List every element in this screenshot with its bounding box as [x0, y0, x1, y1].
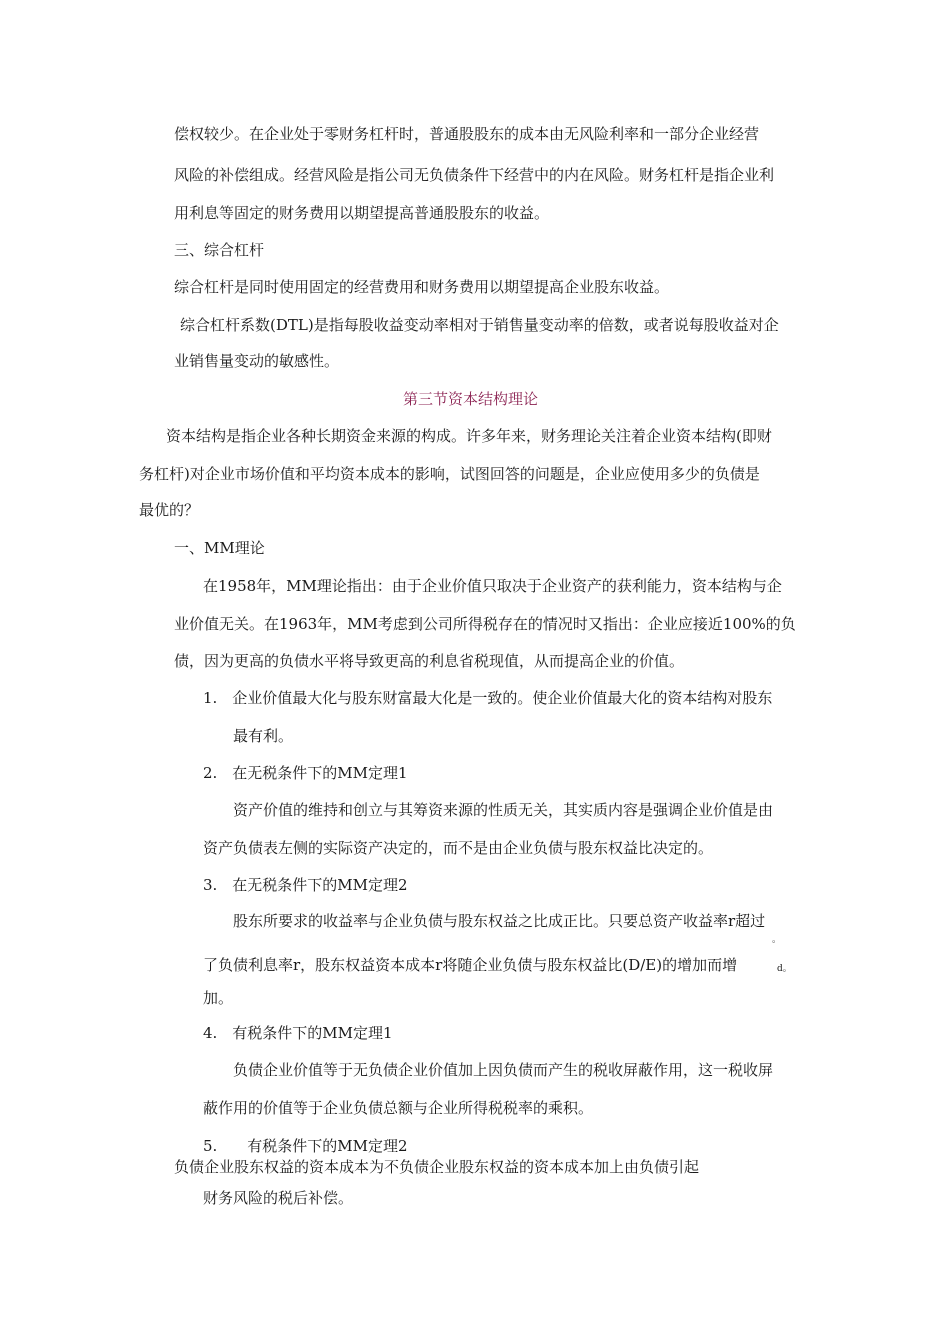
list-item: 4. 有税条件下的MM定理1 — [203, 1024, 393, 1042]
list-item: 3. 在无税条件下的MM定理2 — [203, 876, 408, 894]
body-line: 在1958年，MM理论指出：由于企业价值只取决于企业资产的获利能力，资本结构与企 — [203, 577, 782, 595]
subheading: 三、综合杠杆 — [174, 241, 265, 259]
subscript-mark: 。 — [772, 935, 782, 945]
list-item: 1. 企业价值最大化与股东财富最大化是一致的。使企业价值最大化的资本结构对股东 — [203, 689, 773, 707]
subheading: 一、MM理论 — [174, 539, 265, 557]
body-line: 债，因为更高的负债水平将导致更高的利息省税现值，从而提高企业的价值。 — [174, 652, 685, 670]
body-line: 业价值无关。在1963年，MM考虑到公司所得税存在的情况时又指出：企业应接近100%的负 — [174, 615, 796, 633]
body-line: 股东所要求的收益率与企业负债与股东权益之比成正比。只要总资产收益率r超过 — [233, 912, 766, 930]
body-line: 风险的补偿组成。经营风险是指公司无负债条件下经营中的内在风险。财务杠杆是指企业利 — [174, 166, 775, 184]
body-line: 用利息等固定的财务费用以期望提高普通股股东的收益。 — [174, 204, 550, 222]
list-item: 2. 在无税条件下的MM定理1 — [203, 764, 408, 782]
body-line: 了负债利息率r，股东权益资本成本r将随企业负债与股东权益比(D/E)的增加而增 — [203, 956, 738, 974]
body-line: 综合杠杆是同时使用固定的经营费用和财务费用以期望提高企业股东收益。 — [174, 278, 670, 296]
body-line: 资本结构是指企业各种长期资金来源的构成。许多年来，财务理论关注着企业资本结构(即财 — [166, 427, 772, 445]
body-line: 资产价值的维持和创立与其筹资来源的性质无关，其实质内容是强调企业价值是由 — [233, 801, 774, 819]
list-item-cont: 最有利。 — [233, 727, 294, 745]
body-line: 财务风险的税后补偿。 — [203, 1189, 354, 1207]
body-line: 偿权较少。在企业处于零财务杠杆时，普通股股东的成本由无风险利率和一部分企业经营 — [174, 125, 760, 143]
body-line: 务杠杆)对企业市场价值和平均资本成本的影响，试图回答的问题是，企业应使用多少的负债是 — [139, 465, 760, 483]
body-line: 资产负债表左侧的实际资产决定的，而不是由企业负债与股东权益比决定的。 — [203, 839, 714, 857]
subscript-mark: d。 — [777, 964, 792, 974]
section-title: 第三节资本结构理论 — [403, 390, 539, 408]
body-line: 业销售量变动的敏感性。 — [174, 352, 340, 370]
body-line: 蔽作用的价值等于企业负债总额与企业所得税税率的乘积。 — [203, 1099, 594, 1117]
list-item: 5. 有税条件下的MM定理2 — [203, 1137, 408, 1155]
body-line: 加。 — [203, 989, 234, 1007]
body-line: 负债企业股东权益的资本成本为不负债企业股东权益的资本成本加上由负债引起 — [174, 1158, 700, 1176]
body-line: 最优的？ — [139, 501, 200, 519]
body-line: 负债企业价值等于无负债企业价值加上因负债而产生的税收屏蔽作用，这一税收屏 — [233, 1061, 774, 1079]
body-line: 综合杠杆系数(DTL)是指每股收益变动率相对于销售量变动率的倍数，或者说每股收益对企 — [180, 316, 779, 334]
